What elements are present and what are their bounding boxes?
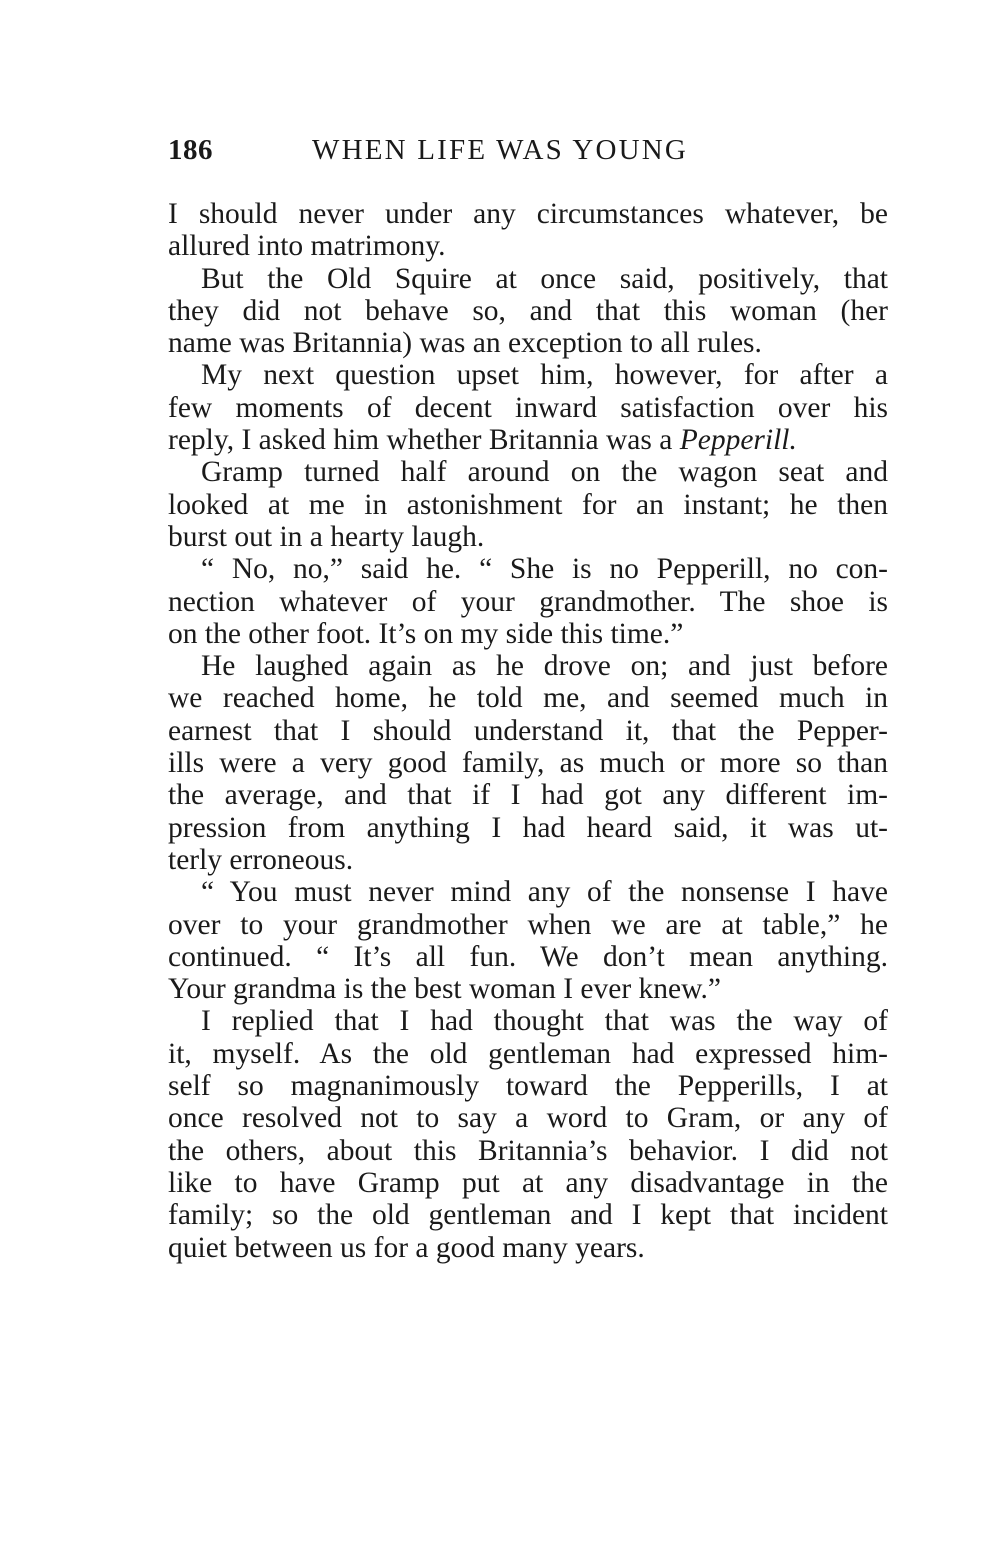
text-line: ills were a very good family, as much or more so than [168,747,888,780]
text-line: over to your grandmother when we are at table,” he [168,908,888,941]
text-line: terly erroneous. [168,843,354,876]
text-line: we reached home, he told me, and seemed much in [168,682,888,715]
text-line: “ You must never mind any of the nonsense I have [201,876,888,909]
text-line: pression from anything I had heard said, it was ut- [168,811,888,844]
text-line: continued. “ It’s all fun. We don’t mean anything. [168,940,888,973]
text-line: family; so the old gentleman and I kept that incident [168,1199,888,1232]
text-line: allured into matrimony. [168,230,446,263]
text-line: He laughed again as he drove on; and just before [201,650,888,683]
text-line: few moments of decent inward satisfaction over his [168,391,888,424]
text-line: But the Old Squire at once said, positively, that [201,262,888,295]
text-line: I should never under any circumstances whatever, be [168,198,888,230]
text-line: nection whatever of your grandmother. The shoe is [168,585,888,618]
text-line: they did not behave so, and that this woman (her [168,294,888,327]
text-line: My next question upset him, however, for after a [201,359,888,392]
text-line: Gramp turned half around on the wagon seat and [201,456,888,489]
text-line: name was Britannia) was an exception to all rules. [168,327,762,360]
text-line: once resolved not to say a word to Gram, or any of [168,1102,888,1135]
page-number: 186 [168,134,213,166]
text-line: looked at me in astonishment for an instant; he then [168,488,888,521]
text-line: it, myself. As the old gentleman had expressed him- [168,1037,888,1070]
text-line: the others, about this Britannia’s behavior. I did not [168,1134,888,1167]
text-line: like to have Gramp put at any disadvantage in the [168,1166,888,1199]
text-line: reply, I asked him whether Britannia was a Pepperill. [168,424,797,457]
text-line: burst out in a hearty laugh. [168,520,485,553]
text-line: I replied that I had thought that was the way of [201,1005,888,1038]
text-line: the average, and that if I had got any different im- [168,779,888,812]
text-line: “ No, no,” said he. “ She is no Pepperill, no con- [201,553,888,586]
text-line: Your grandma is the best woman I ever knew.” [168,973,721,1006]
page-header [168,128,888,172]
text-line: on the other foot. It’s on my side this time.” [168,617,684,650]
text-line: earnest that I should understand it, that the Pepper- [168,714,888,747]
body-text [168,198,888,1264]
text-line: quiet between us for a good many years. [168,1231,645,1264]
emphasized-word: Pepperill. [679,424,797,457]
running-title: WHEN LIFE WAS YOUNG [312,134,689,166]
text-line: self so magnanimously toward the Pepperills, I at [168,1070,888,1103]
